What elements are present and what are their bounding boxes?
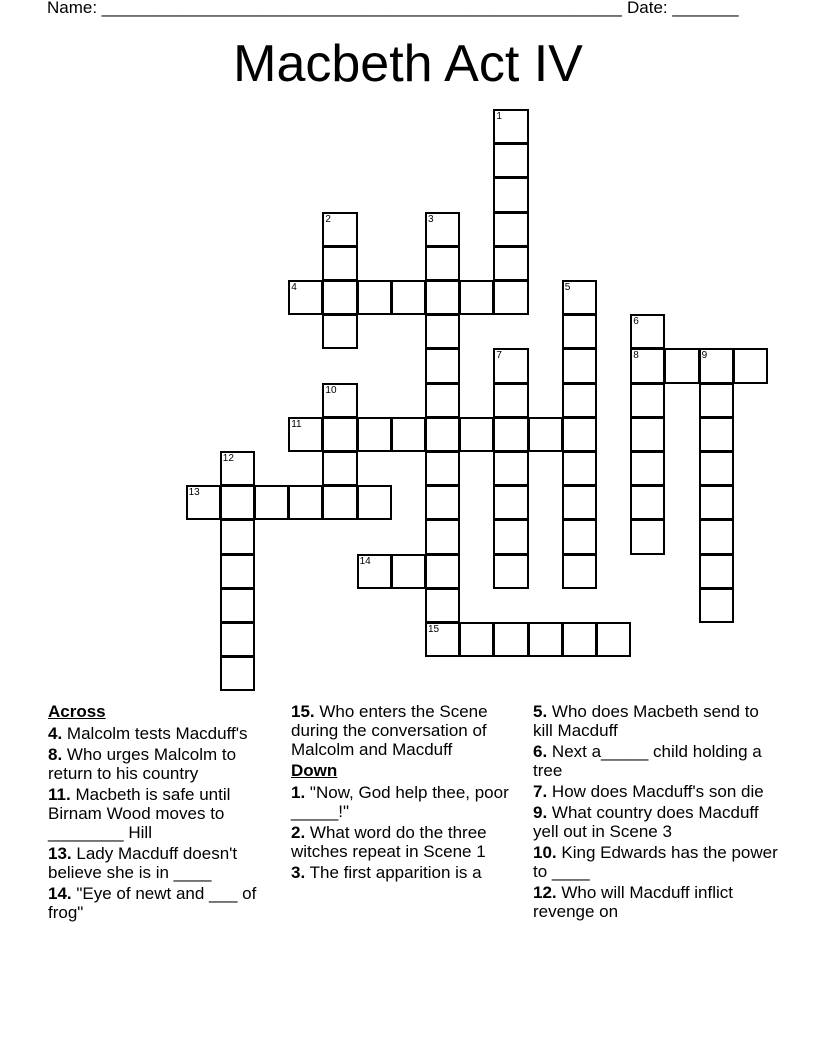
clue-item — [533, 803, 783, 841]
grid-cell[interactable] — [493, 246, 528, 281]
grid-cell[interactable] — [562, 485, 597, 520]
clue-number: 9 — [701, 350, 708, 362]
clue-number-label: 15. — [291, 702, 315, 721]
grid-cell[interactable] — [425, 314, 460, 349]
grid-cell[interactable] — [562, 280, 597, 315]
grid-cell[interactable] — [562, 348, 597, 383]
grid-cell[interactable] — [322, 246, 357, 281]
grid-cell[interactable] — [425, 280, 460, 315]
clue-text: What country does Macduff yell out in Scene 3 — [533, 803, 759, 841]
clue-number: 14 — [359, 555, 371, 567]
clue-number-label: 6. — [533, 742, 548, 761]
clue-number: 11 — [291, 418, 302, 430]
grid-cell[interactable] — [630, 314, 665, 349]
clue-item — [291, 823, 521, 861]
grid-cell[interactable] — [425, 588, 460, 623]
clue-number: 2 — [325, 213, 331, 225]
grid-cell[interactable] — [391, 417, 426, 452]
grid-cell[interactable] — [699, 485, 734, 520]
grid-cell[interactable] — [699, 519, 734, 554]
grid-cell[interactable] — [322, 417, 357, 452]
clue-text: How does Macduff's son die — [551, 782, 764, 801]
grid-cell[interactable] — [459, 280, 494, 315]
clue-item — [533, 883, 783, 921]
grid-cell[interactable] — [220, 451, 255, 486]
clue-column-1 — [48, 702, 278, 924]
clue-text: Who urges Malcolm to return to his country — [48, 745, 237, 783]
clue-number: 4 — [291, 282, 297, 293]
grid-cell[interactable] — [493, 451, 528, 486]
clue-text: Who will Macduff inflict revenge on — [533, 883, 734, 921]
grid-cell[interactable] — [493, 280, 528, 315]
grid-cell[interactable] — [562, 417, 597, 452]
clue-number: 12 — [222, 453, 234, 464]
clue-number: 15 — [428, 624, 440, 635]
grid-cell[interactable] — [528, 622, 563, 657]
across-clue-list-continued — [291, 702, 521, 759]
grid-cell[interactable] — [493, 177, 528, 212]
clue-number: 5 — [564, 282, 571, 293]
clue-number-label: 9. — [533, 803, 548, 822]
clue-item — [48, 884, 278, 922]
grid-cell[interactable] — [220, 519, 255, 554]
grid-cell[interactable] — [254, 485, 289, 520]
clue-number: 7 — [496, 350, 502, 362]
grid-cell[interactable] — [562, 622, 597, 657]
grid-cell[interactable] — [562, 314, 597, 349]
clue-number-label: 2. — [291, 823, 306, 842]
clue-item — [291, 783, 521, 821]
clue-text: What word do the three witches repeat in Scene 1 — [291, 823, 487, 861]
clue-text: "Now, God help thee, poor _____!" — [291, 783, 509, 821]
grid-cell[interactable] — [425, 554, 460, 589]
grid-cell[interactable] — [357, 485, 392, 520]
clue-number: 10 — [325, 384, 337, 396]
grid-cell[interactable] — [220, 554, 255, 589]
grid-cell[interactable] — [425, 212, 460, 247]
clue-item — [533, 702, 783, 740]
grid-cell[interactable] — [322, 451, 357, 486]
clue-number: 13 — [188, 487, 200, 499]
grid-cell[interactable] — [493, 554, 528, 589]
grid-cell[interactable] — [425, 246, 460, 281]
grid-cell[interactable] — [357, 554, 392, 589]
page-title: Macbeth Act IV — [233, 35, 583, 93]
clue-number-label: 8. — [48, 745, 63, 764]
grid-cell[interactable] — [562, 451, 597, 486]
clue-text: Who does Macbeth send to kill Macduff — [533, 702, 759, 740]
grid-cell[interactable] — [322, 212, 357, 247]
clue-item — [48, 724, 278, 743]
grid-cell[interactable] — [357, 280, 392, 315]
grid-cell[interactable] — [322, 280, 357, 315]
grid-cell[interactable] — [493, 485, 528, 520]
clue-number-label: 14. — [48, 884, 72, 903]
down-heading: Down — [291, 761, 338, 780]
grid-cell[interactable] — [357, 417, 392, 452]
grid-cell[interactable] — [493, 348, 528, 383]
grid-cell[interactable] — [562, 554, 597, 589]
grid-cell[interactable] — [562, 519, 597, 554]
down-clue-list — [291, 783, 521, 882]
grid-cell[interactable] — [186, 485, 221, 520]
clue-text: Who enters the Scene during the conversation of Malcolm and Macduff — [291, 702, 488, 759]
grid-cell[interactable] — [664, 348, 699, 383]
grid-cell[interactable] — [288, 280, 323, 315]
grid-cell[interactable] — [322, 383, 357, 418]
grid-cell[interactable] — [630, 417, 665, 452]
grid-cell[interactable] — [322, 485, 357, 520]
grid-cell[interactable] — [220, 622, 255, 657]
grid-cell[interactable] — [493, 143, 528, 178]
clue-item — [533, 742, 783, 780]
across-heading: Across — [48, 702, 106, 721]
clue-number-label: 12. — [533, 883, 557, 902]
clue-text: The first apparition is a — [309, 863, 482, 882]
across-clue-list — [48, 724, 278, 922]
grid-cell[interactable] — [391, 554, 426, 589]
grid-cell[interactable] — [322, 314, 357, 349]
grid-cell[interactable] — [425, 519, 460, 554]
clue-column-3 — [533, 702, 783, 923]
clue-item — [291, 863, 521, 882]
grid-cell[interactable] — [459, 417, 494, 452]
grid-cell[interactable] — [493, 519, 528, 554]
clue-text: Next a_____ child holding a tree — [533, 742, 762, 780]
clue-number: 3 — [428, 213, 434, 225]
grid-cell[interactable] — [425, 451, 460, 486]
clue-item — [533, 843, 783, 881]
clue-number-label: 3. — [291, 863, 306, 882]
grid-cell[interactable] — [733, 348, 768, 383]
grid-cell[interactable] — [425, 485, 460, 520]
grid-cell[interactable] — [699, 588, 734, 623]
grid-cell[interactable] — [699, 348, 734, 383]
clue-number-label: 13. — [48, 844, 72, 863]
clue-text: Lady Macduff doesn't believe she is in ____ — [48, 844, 238, 882]
grid-cell[interactable] — [288, 485, 323, 520]
grid-cell[interactable] — [493, 383, 528, 418]
grid-cell[interactable] — [493, 212, 528, 247]
grid-cell[interactable] — [630, 451, 665, 486]
grid-cell[interactable] — [288, 417, 323, 452]
down-clue-list-continued — [533, 702, 783, 921]
grid-cell[interactable] — [220, 588, 255, 623]
grid-cell[interactable] — [630, 485, 665, 520]
clue-text: Macbeth is safe until Birnam Wood moves to ________ Hill — [48, 785, 231, 842]
clue-number-label: 5. — [533, 702, 548, 721]
clue-item — [48, 785, 278, 842]
clue-number-label: 11. — [48, 785, 71, 804]
grid-cell[interactable] — [528, 417, 563, 452]
grid-cell[interactable] — [630, 383, 665, 418]
grid-cell[interactable] — [493, 622, 528, 657]
grid-cell[interactable] — [425, 622, 460, 657]
grid-cell[interactable] — [220, 656, 255, 691]
grid-cell[interactable] — [425, 383, 460, 418]
clue-number-label: 4. — [48, 724, 63, 743]
grid-cell[interactable] — [699, 383, 734, 418]
grid-cell[interactable] — [220, 485, 255, 520]
clue-text: King Edwards has the power to ____ — [533, 843, 778, 881]
clue-text: Malcolm tests Macduff's — [66, 724, 248, 743]
clue-number-label: 10. — [533, 843, 557, 862]
clue-number: 6 — [633, 316, 639, 328]
grid-cell[interactable] — [459, 622, 494, 657]
clue-item — [48, 844, 278, 882]
clue-number: 1 — [496, 111, 502, 122]
grid-cell[interactable] — [425, 348, 460, 383]
grid-cell[interactable] — [493, 417, 528, 452]
grid-cell[interactable] — [425, 417, 460, 452]
grid-cell[interactable] — [699, 417, 734, 452]
grid-cell[interactable] — [596, 622, 631, 657]
clue-number-label: 1. — [291, 783, 306, 802]
clue-number: 8 — [633, 350, 639, 362]
grid-cell[interactable] — [391, 280, 426, 315]
clue-number-label: 7. — [533, 782, 548, 801]
clue-item — [533, 782, 783, 801]
grid-cell[interactable] — [630, 348, 665, 383]
clue-column-2 — [291, 702, 521, 884]
clue-item — [48, 745, 278, 783]
grid-cell[interactable] — [699, 451, 734, 486]
clue-item — [291, 702, 521, 759]
clue-text: "Eye of newt and ___ of frog" — [48, 884, 257, 922]
grid-cell[interactable] — [699, 554, 734, 589]
grid-cell[interactable] — [493, 109, 528, 144]
date-field[interactable]: Date: _______ — [627, 0, 739, 17]
grid-cell[interactable] — [630, 519, 665, 554]
name-field[interactable]: Name: _______________________________________________________ — [47, 0, 622, 17]
grid-cell[interactable] — [562, 383, 597, 418]
